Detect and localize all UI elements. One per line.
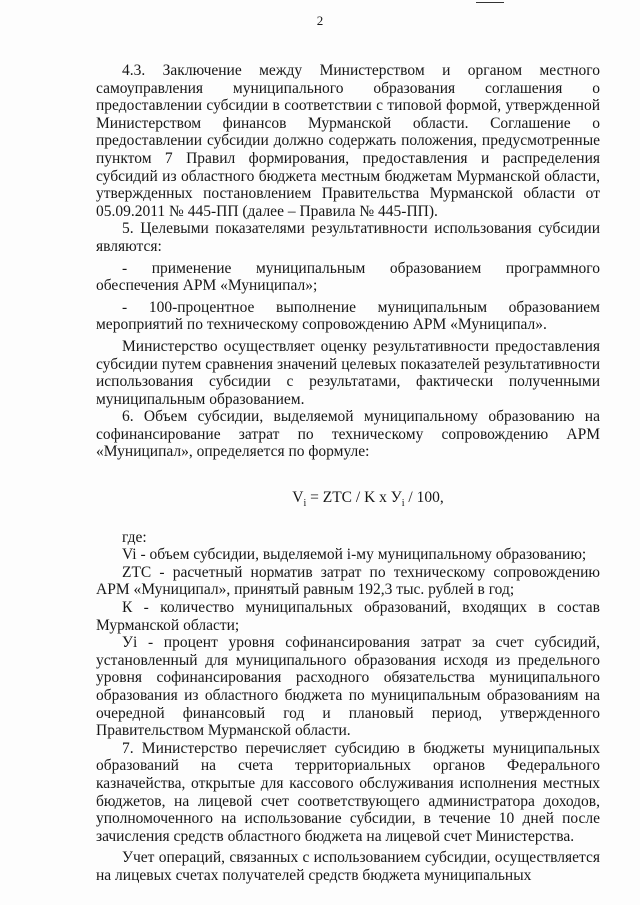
paragraph-5-bullet-1: - применение муниципальным образованием программного обеспечения АРМ «Муниципал»; [96,259,600,295]
formula-v: V [292,489,304,507]
paragraph-7: 7. Министерство перечисляет субсидию в бюджеты муниципальных образований на счета территориальных органов Федерального казначейства, открытые для кассового обслуживания исполнения местных бюджетов, на лицевой счет соответствующего администратора доходов, уполномоченного на использование субсидии, в течение 10 дней после зачисления средств областного бюджета на лицевой счет Министерства. [96,739,600,845]
paragraph-4-3: 4.3. Заключение между Министерством и органом местного самоуправления муниципального образования соглашения о предоставлении субсидии в соответствии с типовой формой, утвержденной Министерством финансов Мурманской области. Соглашение о предоставлении субсидии должно содержать положения, предусмотренные пунктом 7 Правил формирования, предоставления и распределения субсидий из областного бюджета местным бюджетам Мурманской области, утвержденных постановлением Правительства Мурманской области от 05.09.2011 № 445-ПП (далее – Правила № 445-ПП). [96,62,600,220]
paragraph-accounting: Учет операций, связанных с использованием субсидии, осуществляется на лицевых счетах получателей средств бюджета муниципальных [96,849,600,884]
top-edge-rule [476,2,504,3]
paragraph-6: 6. Объем субсидии, выделяемой муниципальному образованию на софинансирование затрат по техническому сопровождению АРМ «Муниципал», определяется по формуле: [96,408,600,461]
definition-vi: Vi - объем субсидии, выделяемой i-му муниципальному образованию; [122,546,587,564]
formula-y-subscript: i [401,498,405,510]
formula-v-subscript: i [303,498,307,510]
document-body [96,62,600,885]
paragraph-5: 5. Целевыми показателями результативности использования субсидии являются: [96,220,600,255]
definition-yi: Уi - процент уровня софинансирования затрат за счет субсидий, установленный для муниципального образования исходя из предельного уровня софинансирования расходного обязательства муниципального образования из областного бюджета по муниципальным образованиям на очередной финансовый год и плановый период, утвержденного Правительством Мурманской области. [96,634,600,740]
formula-where-label: где: [122,528,147,546]
formula-end: / 100, [404,489,444,507]
page-number: 2 [316,13,324,28]
formula-middle: = ZTC / K x У [306,489,402,507]
subsidy-formula [96,489,600,510]
definition-k: К - количество муниципальных образований, входящих в состав Мурманской области; [96,599,600,634]
paragraph-5-assessment: Министерство осуществляет оценку результативности предоставления субсидии путем сравнения значений целевых показателей результативности использования субсидии с результатами, фактически полученными муниципальным образованием. [96,337,600,408]
definition-ztc: ZTC - расчетный норматив затрат по техническому сопровождению АРМ «Муниципал», принятый равным 192,3 тыс. рублей в год; [96,563,600,599]
paragraph-5-bullet-2: - 100-процентное выполнение муниципальным образованием мероприятий по техническому сопровождению АРМ «Муниципал». [96,298,600,334]
